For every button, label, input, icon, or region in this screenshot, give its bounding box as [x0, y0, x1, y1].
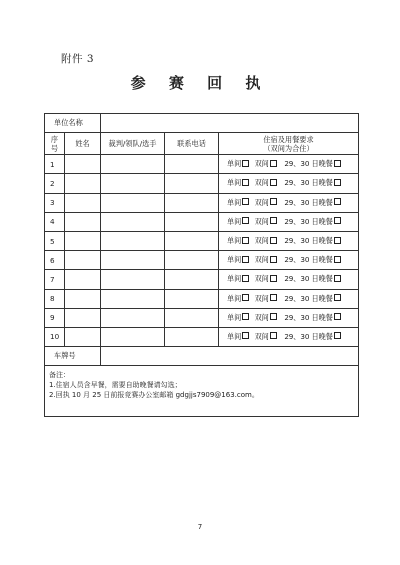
double-room-checkbox[interactable]	[270, 160, 277, 167]
row-requirements	[219, 174, 359, 193]
row-phone-field[interactable]	[165, 289, 219, 308]
single-room-checkbox[interactable]	[242, 256, 249, 263]
double-room-label: 双间	[254, 178, 269, 188]
row-seq: 1	[45, 155, 65, 174]
row-seq: 7	[45, 270, 65, 289]
participant-row	[45, 308, 359, 327]
row-name-field[interactable]	[65, 327, 101, 346]
row-role-field[interactable]	[101, 327, 165, 346]
unit-name-row	[45, 114, 359, 133]
row-requirements	[219, 193, 359, 212]
row-name-field[interactable]	[65, 155, 101, 174]
dinner-label: 29、30 日晚餐	[284, 159, 333, 169]
header-seq: 序 号	[45, 133, 65, 155]
header-name: 姓名	[65, 133, 101, 155]
row-role-field[interactable]	[101, 270, 165, 289]
row-requirements	[219, 308, 359, 327]
row-phone-field[interactable]	[165, 327, 219, 346]
row-name-field[interactable]	[65, 212, 101, 231]
row-phone-field[interactable]	[165, 251, 219, 270]
header-role: 裁判/领队/选手	[101, 133, 165, 155]
row-phone-field[interactable]	[165, 174, 219, 193]
participant-row	[45, 193, 359, 212]
double-room-label: 双间	[254, 331, 269, 341]
unit-name-label: 单位名称	[45, 114, 101, 133]
double-room-label: 双间	[254, 274, 269, 284]
row-requirements	[219, 270, 359, 289]
single-room-checkbox[interactable]	[242, 217, 249, 224]
single-room-label: 单间	[227, 236, 242, 246]
header-row	[45, 133, 359, 155]
dinner-checkbox[interactable]	[334, 313, 341, 320]
single-room-label: 单间	[227, 331, 242, 341]
row-requirements	[219, 231, 359, 250]
dinner-label: 29、30 日晚餐	[284, 216, 333, 226]
double-room-label: 双间	[254, 236, 269, 246]
single-room-label: 单间	[227, 178, 242, 188]
dinner-checkbox[interactable]	[334, 256, 341, 263]
double-room-checkbox[interactable]	[270, 179, 277, 186]
row-name-field[interactable]	[65, 270, 101, 289]
row-role-field[interactable]	[101, 231, 165, 250]
dinner-checkbox[interactable]	[334, 179, 341, 186]
row-role-field[interactable]	[101, 251, 165, 270]
double-room-label: 双间	[254, 293, 269, 303]
dinner-checkbox[interactable]	[334, 217, 341, 224]
notes-line-2: 2.回执 10 月 25 日前报竞赛办公室邮箱 gdgjjs7909@163.com。	[49, 391, 259, 400]
row-seq: 10	[45, 327, 65, 346]
notes-title: 备注：	[49, 371, 70, 380]
dinner-label: 29、30 日晚餐	[284, 293, 333, 303]
row-seq: 2	[45, 174, 65, 193]
row-seq: 3	[45, 193, 65, 212]
row-name-field[interactable]	[65, 231, 101, 250]
dinner-checkbox[interactable]	[334, 237, 341, 244]
single-room-label: 单间	[227, 274, 242, 284]
plate-field[interactable]	[101, 347, 359, 366]
row-phone-field[interactable]	[165, 231, 219, 250]
row-name-field[interactable]	[65, 289, 101, 308]
dinner-label: 29、30 日晚餐	[284, 331, 333, 341]
participant-row	[45, 212, 359, 231]
row-role-field[interactable]	[101, 212, 165, 231]
row-seq: 8	[45, 289, 65, 308]
double-room-checkbox[interactable]	[270, 332, 277, 339]
row-seq: 5	[45, 231, 65, 250]
double-room-label: 双间	[254, 216, 269, 226]
dinner-checkbox[interactable]	[334, 275, 341, 282]
single-room-label: 单间	[227, 197, 242, 207]
dinner-label: 29、30 日晚餐	[284, 274, 333, 284]
row-role-field[interactable]	[101, 193, 165, 212]
single-room-checkbox[interactable]	[242, 160, 249, 167]
row-requirements	[219, 327, 359, 346]
double-room-label: 双间	[254, 255, 269, 265]
single-room-label: 单间	[227, 216, 242, 226]
participant-row	[45, 327, 359, 346]
row-name-field[interactable]	[65, 174, 101, 193]
notes-row	[45, 366, 359, 417]
single-room-label: 单间	[227, 255, 242, 265]
row-phone-field[interactable]	[165, 212, 219, 231]
row-requirements	[219, 289, 359, 308]
dinner-checkbox[interactable]	[334, 294, 341, 301]
dinner-label: 29、30 日晚餐	[284, 197, 333, 207]
row-name-field[interactable]	[65, 193, 101, 212]
participant-row	[45, 270, 359, 289]
row-phone-field[interactable]	[165, 155, 219, 174]
double-room-label: 双间	[254, 312, 269, 322]
double-room-checkbox[interactable]	[270, 256, 277, 263]
single-room-label: 单间	[227, 312, 242, 322]
row-phone-field[interactable]	[165, 308, 219, 327]
row-requirements	[219, 212, 359, 231]
dinner-checkbox[interactable]	[334, 160, 341, 167]
attachment-label: 附件 3	[61, 53, 95, 65]
unit-name-field[interactable]	[101, 114, 359, 133]
row-seq: 4	[45, 212, 65, 231]
participant-row	[45, 231, 359, 250]
single-room-checkbox[interactable]	[242, 237, 249, 244]
registration-form-table	[44, 113, 359, 417]
participant-row	[45, 251, 359, 270]
double-room-checkbox[interactable]	[270, 313, 277, 320]
double-room-checkbox[interactable]	[270, 275, 277, 282]
row-requirements	[219, 155, 359, 174]
double-room-label: 双间	[254, 197, 269, 207]
page-title: 参 赛 回 执	[130, 74, 270, 92]
row-role-field[interactable]	[101, 174, 165, 193]
dinner-label: 29、30 日晚餐	[284, 255, 333, 265]
single-room-checkbox[interactable]	[242, 198, 249, 205]
dinner-label: 29、30 日晚餐	[284, 178, 333, 188]
single-room-checkbox[interactable]	[242, 294, 249, 301]
row-requirements	[219, 251, 359, 270]
row-seq: 9	[45, 308, 65, 327]
dinner-checkbox[interactable]	[334, 198, 341, 205]
row-phone-field[interactable]	[165, 193, 219, 212]
double-room-checkbox[interactable]	[270, 198, 277, 205]
row-name-field[interactable]	[65, 251, 101, 270]
row-role-field[interactable]	[101, 289, 165, 308]
single-room-checkbox[interactable]	[242, 313, 249, 320]
participant-row	[45, 289, 359, 308]
row-role-field[interactable]	[101, 308, 165, 327]
row-name-field[interactable]	[65, 308, 101, 327]
dinner-label: 29、30 日晚餐	[284, 236, 333, 246]
double-room-checkbox[interactable]	[270, 217, 277, 224]
dinner-label: 29、30 日晚餐	[284, 312, 333, 322]
header-phone: 联系电话	[165, 133, 219, 155]
row-seq: 6	[45, 251, 65, 270]
notes-cell	[45, 366, 359, 417]
row-phone-field[interactable]	[165, 270, 219, 289]
participant-row	[45, 174, 359, 193]
double-room-checkbox[interactable]	[270, 294, 277, 301]
header-requirements: 住宿及用餐要求 （双间为合住）	[219, 133, 359, 155]
single-room-checkbox[interactable]	[242, 332, 249, 339]
page-number: 7	[197, 523, 203, 531]
participant-row	[45, 155, 359, 174]
single-room-label: 单间	[227, 293, 242, 303]
single-room-checkbox[interactable]	[242, 179, 249, 186]
single-room-label: 单间	[227, 159, 242, 169]
notes-line-1: 1.住宿人员含早餐，需要自助晚餐请勾选；	[49, 381, 182, 390]
row-role-field[interactable]	[101, 155, 165, 174]
dinner-checkbox[interactable]	[334, 332, 341, 339]
double-room-label: 双间	[254, 159, 269, 169]
plate-label: 车牌号	[45, 347, 101, 366]
single-room-checkbox[interactable]	[242, 275, 249, 282]
plate-row	[45, 347, 359, 366]
double-room-checkbox[interactable]	[270, 237, 277, 244]
